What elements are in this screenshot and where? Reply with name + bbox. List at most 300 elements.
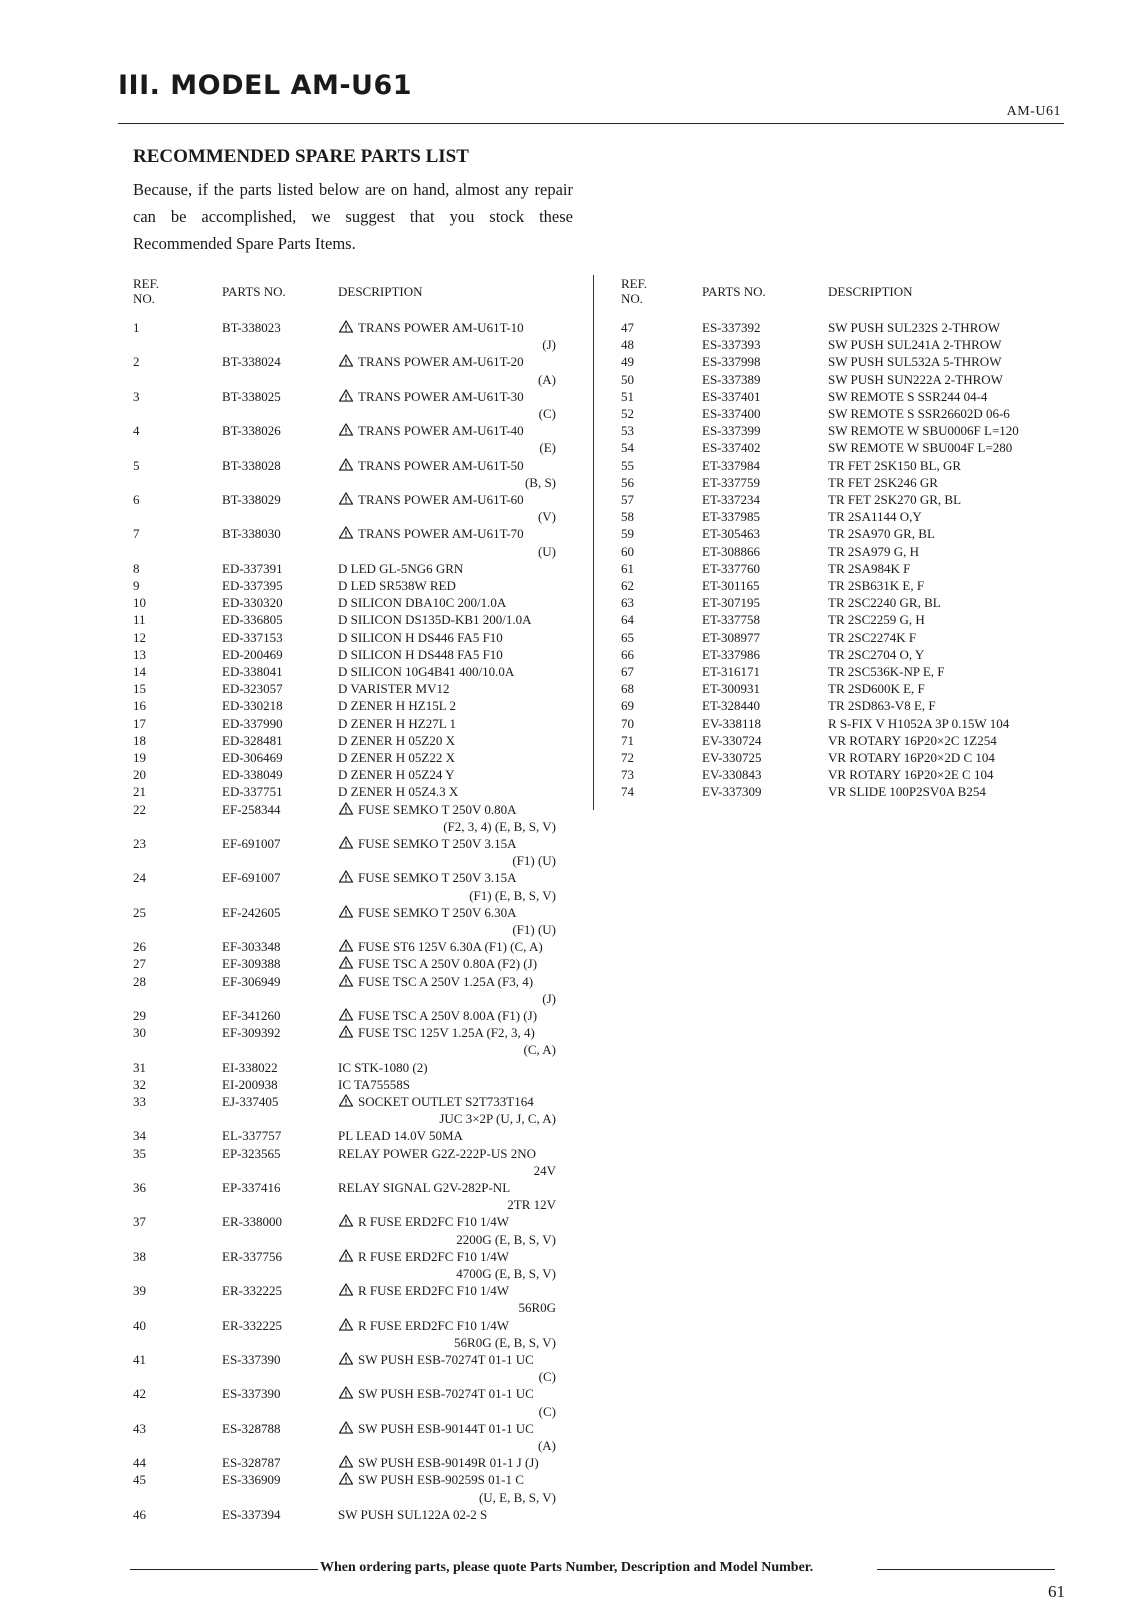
part-description [828,508,922,525]
part-ref-no: 52 [621,406,634,421]
part-number: EJ-337405 [222,1094,279,1109]
part-description [338,1059,428,1076]
part-number: EL-337757 [222,1128,282,1144]
part-number: ET-337984 [702,457,761,473]
part-description [338,577,456,594]
caution-triangle-icon [338,458,354,471]
part-description [338,663,514,680]
part-ref-no: 65 [621,629,634,645]
caution-triangle-icon [338,1472,354,1485]
part-description [338,1248,509,1265]
part-number: EV-330725 [702,750,762,765]
part-number: EF-341260 [222,1008,281,1023]
part-ref-no: 74 [621,784,634,800]
part-ref-no: 53 [621,423,634,439]
part-ref-no: 42 [133,1386,146,1402]
part-ref-no: 61 [621,560,634,576]
part-description-continuation: (F1) (U) [512,921,556,937]
part-number: ED-200469 [222,646,283,662]
part-description [828,422,1019,439]
part-number: ES-328788 [222,1420,281,1436]
caution-triangle-icon [338,974,354,987]
part-description-continuation: 4700G (E, B, S, V) [456,1265,556,1281]
part-description-continuation: (F1) (U) [512,853,556,869]
part-description-text: IC STK-1080 (2) [338,1059,428,1075]
part-ref-no: 33 [133,1094,146,1109]
part-ref-no: 45 [133,1472,146,1488]
part-description-text: FUSE SEMKO T 250V 3.15A [358,836,517,851]
part-description-text: D SILICON H DS448 FA5 F10 [338,646,503,662]
part-ref-no: 37 [133,1214,146,1230]
part-number: ER-332225 [222,1283,282,1299]
part-description [828,388,987,405]
part-ref-no: 67 [621,664,634,679]
part-description-text: TR 2SD863-V8 E, F [828,698,936,714]
part-description [828,525,935,542]
part-description [338,869,517,886]
part-description-text: D SILICON H DS446 FA5 F10 [338,629,503,645]
part-ref-no: 38 [133,1248,146,1264]
part-description [338,1007,537,1024]
part-description [828,646,924,663]
part-ref-no: 16 [133,698,146,714]
part-description-text: SW PUSH ESB-90144T 01-1 UC [358,1420,534,1436]
part-description-text: TRANS POWER AM-U61T-50 [358,457,524,473]
part-description-text: VR ROTARY 16P20×2D C 104 [828,750,995,765]
part-number: ED-337751 [222,784,283,800]
part-number: EF-691007 [222,836,281,851]
part-description [828,663,945,680]
part-description [338,1351,534,1368]
part-number: ER-332225 [222,1317,282,1333]
part-ref-no: 71 [621,732,634,748]
part-description [828,353,1001,370]
part-description-text: TRANS POWER AM-U61T-60 [358,492,524,507]
part-ref-no: 24 [133,870,146,886]
part-ref-no: 64 [621,612,634,628]
part-ref-no: 57 [621,492,634,507]
part-description-continuation: (F1) (E, B, S, V) [469,887,556,903]
part-description-continuation: (A) [537,1437,556,1453]
part-description-continuation: (U, E, B, S, V) [478,1489,556,1505]
part-ref-no: 62 [621,578,634,593]
part-ref-no: 58 [621,509,634,525]
part-ref-no: 31 [133,1059,146,1075]
part-description-text: TR 2SC2274K F [828,629,917,645]
part-description-text: SOCKET OUTLET S2T733T164 [358,1094,534,1109]
part-number: ED-328481 [222,732,283,748]
part-description [828,629,916,646]
part-description [338,1076,410,1093]
part-description [828,371,1003,388]
part-ref-no: 48 [621,337,634,353]
part-description-text: R FUSE ERD2FC F10 1/4W [358,1248,509,1264]
part-description [338,457,524,474]
part-number: ET-308977 [702,629,761,645]
part-description [828,611,925,628]
part-description [338,594,506,611]
part-description-continuation: (A) [537,371,556,387]
part-number: ET-308866 [702,543,761,559]
part-description-text: TR FET 2SK150 BL, GR [828,457,962,473]
part-ref-no: 9 [133,578,140,593]
part-description [828,594,941,611]
caution-triangle-icon [338,492,354,505]
part-number: ER-337756 [222,1248,282,1264]
part-description [338,1420,534,1437]
part-description [338,1317,509,1334]
part-description-text: R S-FIX V H1052A 3P 0.15W 104 [828,715,1010,731]
part-ref-no: 7 [133,526,140,542]
part-description [828,439,1012,456]
caution-triangle-icon [338,320,354,333]
part-description-text: D LED SR538W RED [338,578,456,593]
part-number: BT-338023 [222,320,281,335]
part-number: ED-336805 [222,612,283,628]
part-ref-no: 47 [621,320,634,335]
part-number: ED-323057 [222,681,283,697]
part-number: EF-303348 [222,939,281,955]
part-description-text: SW PUSH SUL122A 02-2 S [338,1506,488,1522]
part-description-text: TR 2SC2704 O, Y [828,646,925,662]
part-description [338,1282,509,1299]
part-ref-no: 12 [133,629,146,645]
caution-triangle-icon [338,389,354,402]
part-number: ET-305463 [702,526,761,542]
part-description [338,1024,535,1041]
part-ref-no: 2 [133,354,140,370]
part-description [338,1093,534,1110]
part-number: EP-323565 [222,1145,281,1161]
caution-triangle-icon [338,905,354,918]
part-description-text: TRANS POWER AM-U61T-20 [358,354,524,370]
part-description-text: R FUSE ERD2FC F10 1/4W [358,1283,509,1299]
part-description-text: TR FET 2SK246 GR [828,474,938,490]
part-description [338,904,517,921]
part-number: ES-336909 [222,1472,281,1488]
part-ref-no: 23 [133,836,146,851]
part-description-continuation: (U) [537,543,556,559]
part-description-continuation: 24V [533,1162,556,1178]
part-description [828,783,986,800]
caution-triangle-icon [338,1025,354,1038]
parts-no-header-right: PARTS NO. [702,284,766,299]
part-description [338,422,524,439]
part-description [828,474,938,491]
part-ref-no: 15 [133,681,146,697]
part-ref-no: 30 [133,1025,146,1041]
part-number: ED-338049 [222,767,283,783]
part-number: ET-337986 [702,646,761,662]
part-ref-no: 1 [133,320,140,335]
caution-triangle-icon [338,870,354,883]
part-description-continuation: (E) [539,440,556,456]
part-ref-no: 63 [621,595,634,611]
caution-triangle-icon [338,1249,354,1262]
part-description [338,1454,539,1471]
part-description-text: D SILICON DBA10C 200/1.0A [338,595,507,611]
part-number: ET-337759 [702,474,761,490]
part-ref-no: 19 [133,750,146,765]
part-description [828,319,1000,336]
part-description [338,1127,463,1144]
part-description [828,405,1010,422]
part-description [828,457,961,474]
part-ref-no: 70 [621,715,634,731]
part-description [828,680,925,697]
part-number: ES-337401 [702,388,761,404]
part-number: ET-300931 [702,681,761,697]
part-number: BT-338025 [222,388,281,404]
part-description-continuation: 56R0G (E, B, S, V) [454,1334,556,1350]
part-ref-no: 72 [621,750,634,765]
parts-no-header-left: PARTS NO. [222,284,286,299]
part-ref-no: 69 [621,698,634,714]
part-description-text: TR 2SC2259 G, H [828,612,925,628]
part-number: EV-330843 [702,767,762,783]
part-description-text: TRANS POWER AM-U61T-30 [358,388,524,404]
part-ref-no: 66 [621,646,634,662]
part-number: ED-338041 [222,664,283,679]
part-description [338,938,543,955]
part-description-text: TR 2SC536K-NP E, F [828,664,945,679]
part-ref-no: 21 [133,784,146,800]
part-description [338,1179,510,1196]
part-description-text: FUSE SEMKO T 250V 6.30A [358,904,517,920]
caution-triangle-icon [338,1318,354,1331]
part-description-text: FUSE TSC A 250V 1.25A (F3, 4) [358,973,534,989]
part-description [828,766,993,783]
part-description [338,611,532,628]
part-description [338,525,524,542]
footer-rule-left [130,1569,318,1570]
part-number: ES-337394 [222,1506,281,1522]
part-number: ED-337153 [222,629,283,645]
part-description [338,955,537,972]
part-ref-no: 34 [133,1128,146,1144]
part-description-text: SW PUSH ESB-90149R 01-1 J (J) [358,1455,539,1471]
part-description-text: SW PUSH ESB-70274T 01-1 UC [358,1352,534,1367]
section-heading: RECOMMENDED SPARE PARTS LIST [133,146,469,167]
part-number: EF-242605 [222,904,281,920]
part-description [828,560,910,577]
part-description [338,749,455,766]
part-description-continuation: (V) [537,509,556,525]
model-code: AM-U61 [1006,104,1061,119]
part-description [338,1385,534,1402]
part-description [338,973,533,990]
part-description [338,783,458,800]
part-description [338,319,524,336]
part-description-text: TR 2SD600K E, F [828,681,925,697]
part-number: EF-306949 [222,973,281,989]
part-description-text: RELAY SIGNAL G2V-282P-NL [338,1180,511,1195]
part-description [338,732,455,749]
part-description [338,388,524,405]
part-ref-no: 36 [133,1180,146,1195]
part-number: ED-306469 [222,750,283,765]
part-description [338,1213,509,1230]
caution-triangle-icon [338,1386,354,1399]
part-ref-no: 5 [133,457,140,473]
caution-triangle-icon [338,939,354,952]
part-description [338,835,517,852]
part-description [338,646,503,663]
part-description-continuation: (C, A) [523,1042,556,1058]
part-number: BT-338028 [222,457,281,473]
part-ref-no: 60 [621,543,634,559]
part-number: ER-338000 [222,1214,282,1230]
footer-rule-right [877,1569,1055,1570]
part-ref-no: 10 [133,595,146,611]
part-description-text: D ZENER H 05Z24 Y [338,767,455,783]
part-number: ES-337389 [702,371,761,387]
part-description [828,543,919,560]
part-description [828,491,961,508]
part-description-continuation: (C) [538,1369,556,1385]
part-description [338,766,455,783]
description-header-right: DESCRIPTION [828,284,913,299]
part-number: ED-337990 [222,715,283,731]
part-description-text: TR 2SB631K E, F [828,578,925,593]
part-description-continuation: 2TR 12V [507,1197,556,1213]
part-number: EV-337309 [702,784,762,800]
part-number: ES-337392 [702,320,761,335]
part-description [338,1145,536,1162]
caution-triangle-icon [338,836,354,849]
part-description [338,801,517,818]
part-description-text: SW REMOTE W SBU0006F L=120 [828,423,1019,439]
caution-triangle-icon [338,1283,354,1296]
part-description-continuation: 2200G (E, B, S, V) [456,1231,556,1247]
part-number: EF-309388 [222,956,281,972]
part-ref-no: 40 [133,1317,146,1333]
part-description-text: PL LEAD 14.0V 50MA [338,1128,463,1144]
part-description-continuation: (C) [538,405,556,421]
part-ref-no: 43 [133,1420,146,1436]
part-description-text: FUSE TSC A 250V 8.00A (F1) (J) [358,1008,538,1023]
part-description [338,353,524,370]
part-description-text: TRANS POWER AM-U61T-40 [358,423,524,439]
part-description [338,1506,487,1523]
part-number: EF-258344 [222,801,281,817]
part-ref-no: 17 [133,715,146,731]
part-ref-no: 3 [133,388,140,404]
part-number: ES-337390 [222,1386,281,1402]
ref-no-header-left: REF. NO. [133,276,160,306]
part-description-text: SW PUSH SUL241A 2-THROW [828,337,1002,353]
part-number: EI-338022 [222,1059,278,1075]
part-description [828,715,1009,732]
part-description-text: R FUSE ERD2FC F10 1/4W [358,1214,509,1230]
part-number: ET-337758 [702,612,761,628]
part-description-text: SW PUSH SUN222A 2-THROW [828,371,1003,387]
part-description-text: R FUSE ERD2FC F10 1/4W [358,1317,509,1333]
part-description [338,491,524,508]
part-number: ED-337391 [222,560,283,576]
part-ref-no: 8 [133,560,140,576]
part-number: EI-200938 [222,1076,278,1092]
part-description-text: D ZENER H HZ15L 2 [338,698,456,714]
part-number: BT-338030 [222,526,281,542]
part-description [338,697,456,714]
part-ref-no: 73 [621,767,634,783]
part-ref-no: 14 [133,664,146,679]
part-number: ET-307195 [702,595,761,611]
part-number: ES-328787 [222,1455,281,1471]
part-number: ET-301165 [702,578,760,593]
part-ref-no: 28 [133,973,146,989]
header-rule [118,123,1064,124]
part-description-text: FUSE SEMKO T 250V 0.80A [358,801,517,817]
caution-triangle-icon [338,354,354,367]
part-description-text: TR 2SA1144 O,Y [828,509,922,525]
part-description-text: TRANS POWER AM-U61T-10 [358,320,524,335]
part-description-text: SW REMOTE S SSR26602D 06-6 [828,406,1010,421]
part-ref-no: 6 [133,492,140,507]
part-description [338,1471,524,1488]
part-description-text: TR 2SA979 G, H [828,543,920,559]
part-number: ED-330320 [222,595,283,611]
part-description-text: FUSE SEMKO T 250V 3.15A [358,870,517,886]
part-ref-no: 44 [133,1455,146,1471]
part-ref-no: 39 [133,1283,146,1299]
column-divider [593,275,594,810]
part-description-continuation: 56R0G [518,1300,556,1316]
part-description-text: D ZENER H 05Z22 X [338,750,455,765]
ref-no-header-right: REF. NO. [621,276,648,306]
part-description-continuation: (F2, 3, 4) (E, B, S, V) [443,818,556,834]
part-number: ES-337402 [702,440,761,456]
part-number: EF-309392 [222,1025,281,1041]
part-number: ES-337399 [702,423,761,439]
part-ref-no: 20 [133,767,146,783]
part-description-text: D SILICON 10G4B41 400/10.0A [338,664,515,679]
part-ref-no: 54 [621,440,634,456]
caution-triangle-icon [338,1094,354,1107]
part-description-text: IC TA75558S [338,1076,411,1092]
part-ref-no: 46 [133,1506,146,1522]
part-ref-no: 59 [621,526,634,542]
part-description [338,680,449,697]
part-ref-no: 35 [133,1145,146,1161]
part-number: BT-338024 [222,354,281,370]
part-description [338,560,463,577]
part-ref-no: 26 [133,939,146,955]
part-description-text: SW REMOTE W SBU004F L=280 [828,440,1013,456]
part-description [828,336,1001,353]
caution-triangle-icon [338,1214,354,1227]
part-number: EV-338118 [702,715,761,731]
part-description-text: FUSE ST6 125V 6.30A (F1) (C, A) [358,939,543,955]
part-description-text: TRANS POWER AM-U61T-70 [358,526,524,542]
part-description-continuation: (B, S) [524,474,556,490]
part-description-text: FUSE TSC 125V 1.25A (F2, 3, 4) [358,1025,535,1041]
caution-triangle-icon [338,956,354,969]
part-description-text: SW PUSH SUL532A 5-THROW [828,354,1002,370]
part-description-text: RELAY POWER G2Z-222P-US 2NO [338,1145,537,1161]
part-description-text: SW PUSH ESB-70274T 01-1 UC [358,1386,534,1402]
part-ref-no: 18 [133,732,146,748]
part-number: BT-338026 [222,423,281,439]
part-ref-no: 55 [621,457,634,473]
caution-triangle-icon [338,1008,354,1021]
part-ref-no: 25 [133,904,146,920]
part-description-text: SW PUSH ESB-90259S 01-1 C [358,1472,524,1488]
part-description [828,697,936,714]
part-number: ES-337400 [702,406,761,421]
part-ref-no: 29 [133,1008,146,1023]
